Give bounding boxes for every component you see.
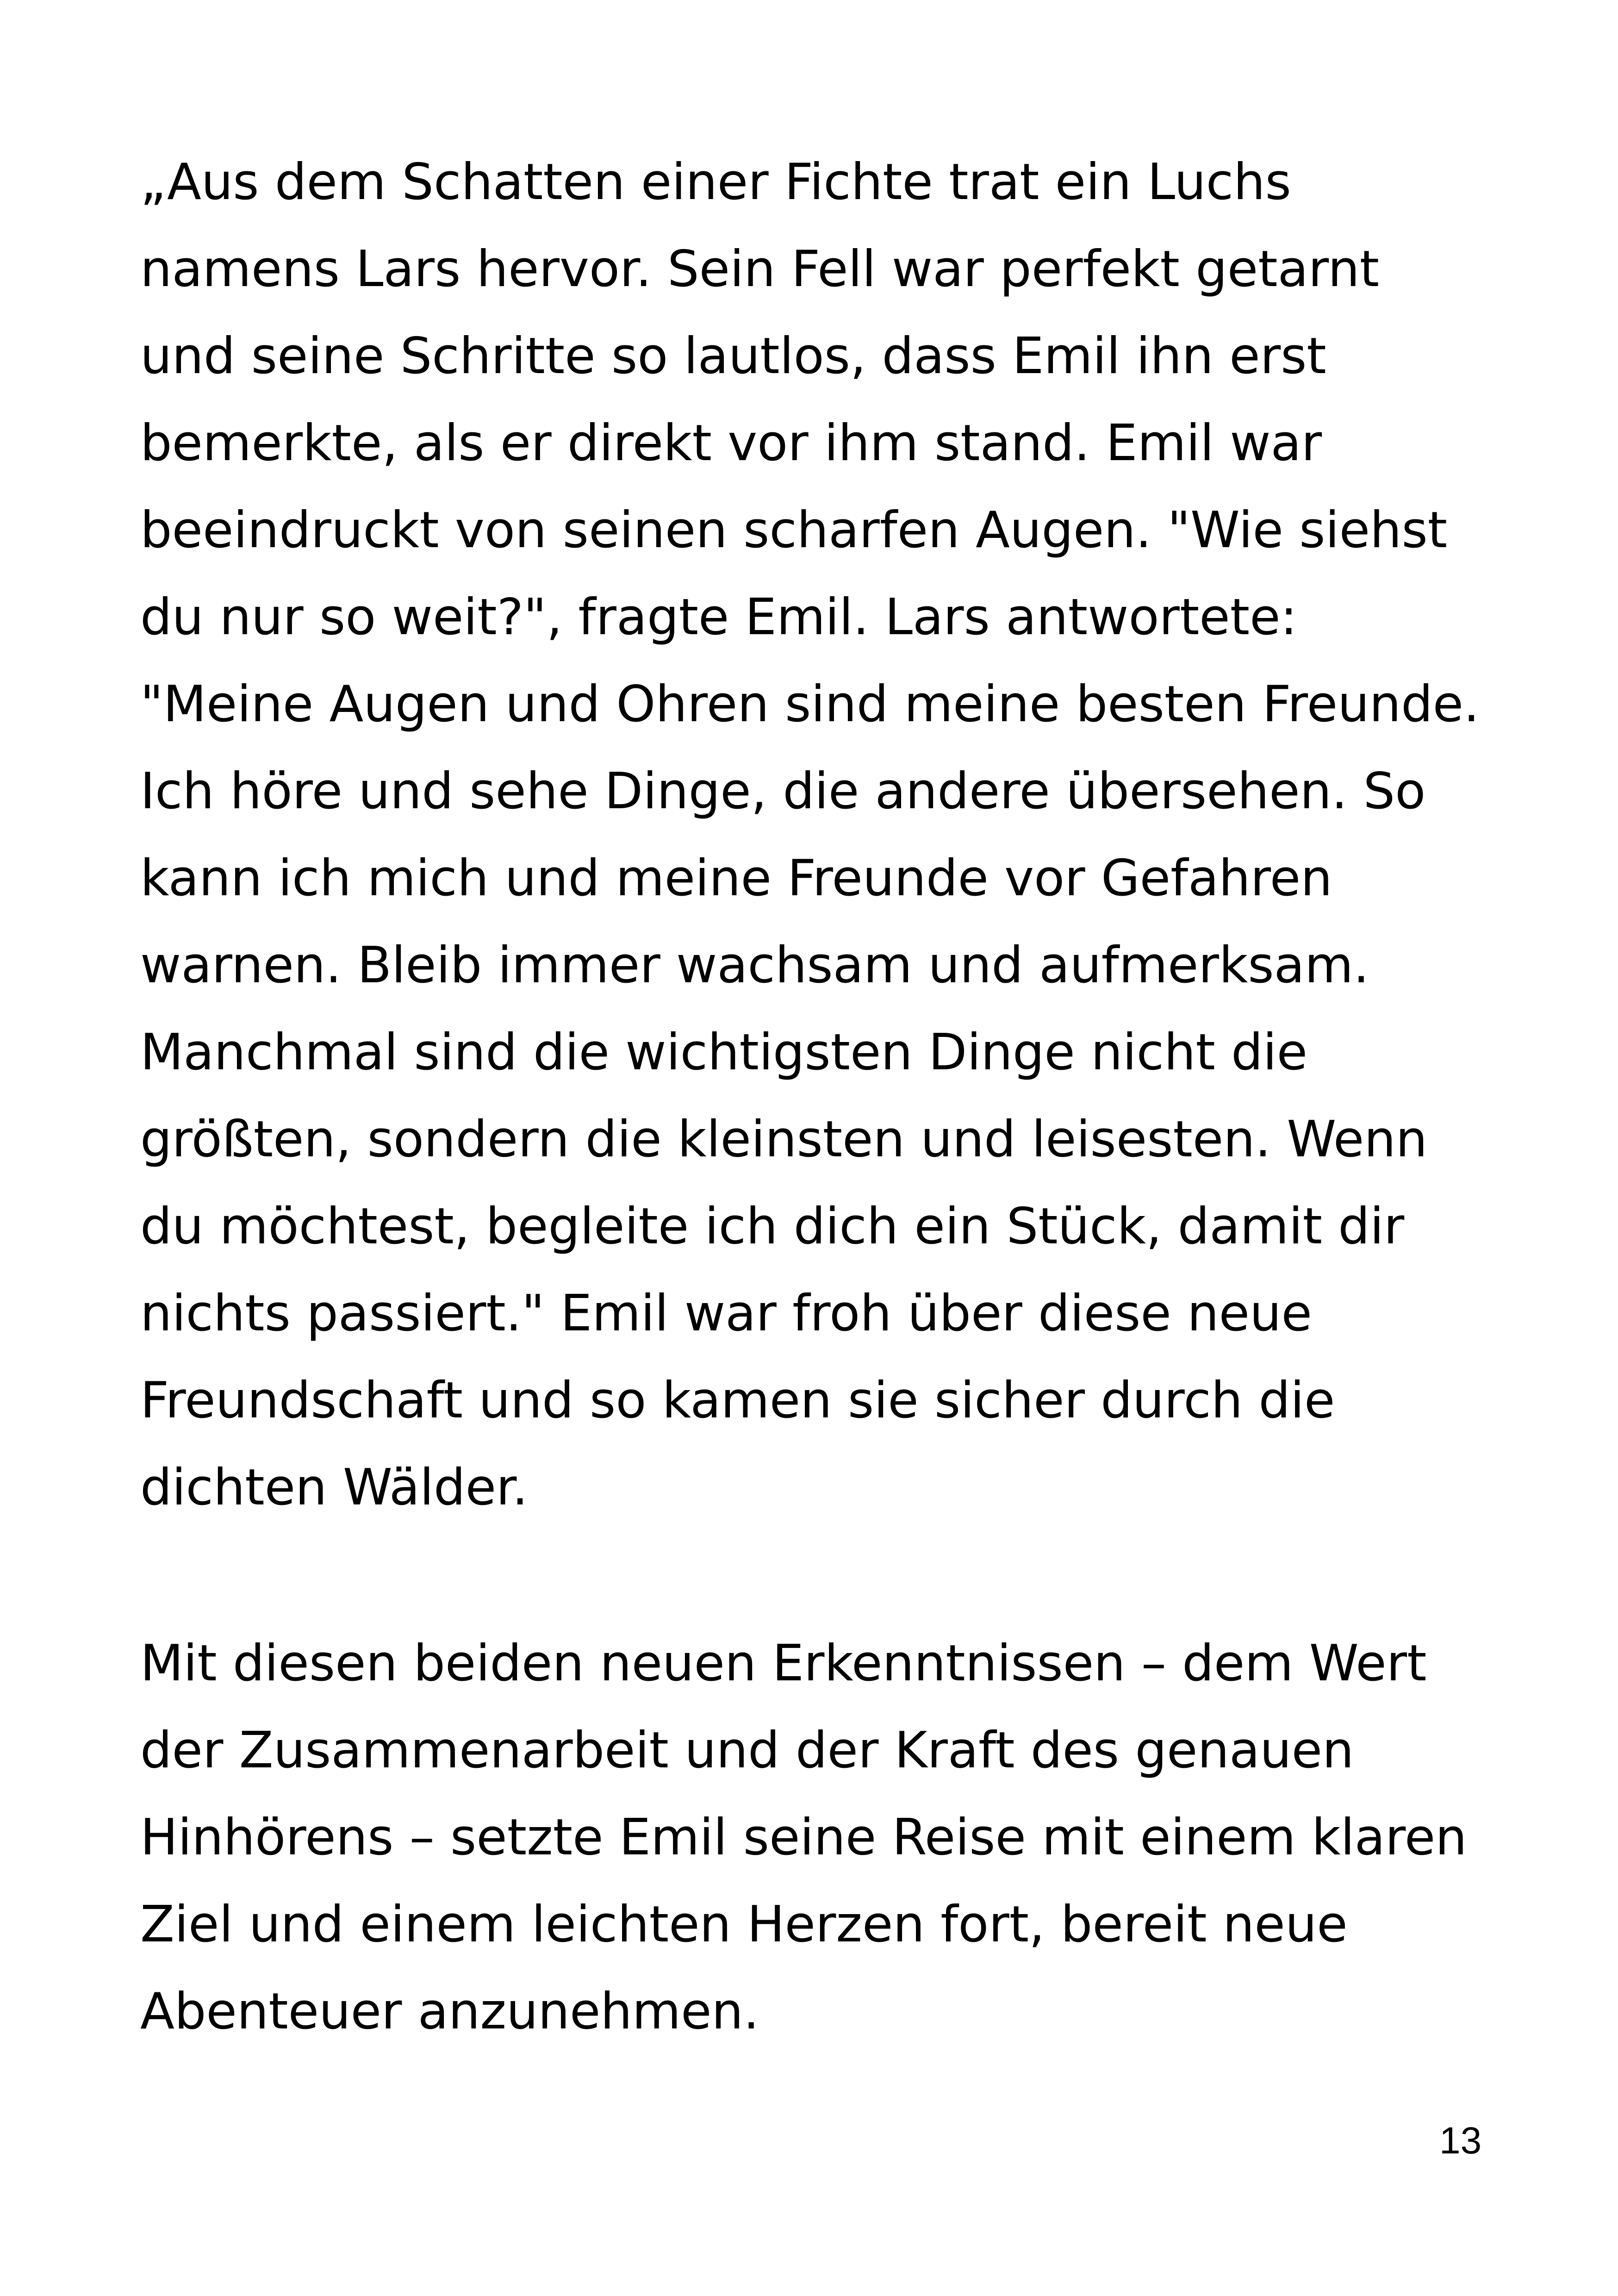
text-line: Manchmal sind die wichtigsten Dinge nicht die: [140, 1023, 1308, 1081]
text-line: der Zusammenarbeit und der Kraft des genauen: [140, 1722, 1354, 1779]
text-line: du möchtest, begleite ich dich ein Stück, damit dir: [140, 1198, 1405, 1255]
text-line: du nur so weit?", fragte Emil. Lars antwortete:: [140, 588, 1297, 646]
text-line: „Aus dem Schatten einer Fichte trat ein Luchs: [140, 153, 1291, 211]
text-line: warnen. Bleib immer wachsam und aufmerksam.: [140, 936, 1369, 994]
text-line: Abenteuer anzunehmen.: [140, 1983, 759, 2040]
text-line: beeindruckt von seinen scharfen Augen. "Wie siehst: [140, 501, 1448, 559]
text-line: bemerkte, als er direkt vor ihm stand. Emil war: [140, 414, 1322, 472]
text-line: Hinhörens – setzte Emil seine Reise mit einem klaren: [140, 1809, 1467, 1866]
text-line: Ziel und einem leichten Herzen fort, bereit neue: [140, 1896, 1348, 1953]
paragraph-lynx-story: [140, 139, 1529, 1531]
paragraph-conclusion: [140, 1620, 1529, 2055]
page-number: 13: [1439, 2120, 1482, 2162]
text-line: dichten Wälder.: [140, 1459, 528, 1516]
text-line: kann ich mich und meine Freunde vor Gefahren: [140, 849, 1332, 907]
text-line: Mit diesen beiden neuen Erkenntnissen – dem Wert: [140, 1635, 1427, 1692]
text-line: und seine Schritte so lautlos, dass Emil ihn erst: [140, 327, 1326, 385]
text-line: namens Lars hervor. Sein Fell war perfekt getarnt: [140, 240, 1380, 298]
text-line: "Meine Augen und Ohren sind meine besten Freunde.: [140, 675, 1480, 733]
text-line: nichts passiert." Emil war froh über diese neue: [140, 1285, 1312, 1342]
text-line: größten, sondern die kleinsten und leisesten. Wenn: [140, 1111, 1428, 1168]
text-line: Freundschaft und so kamen sie sicher durch die: [140, 1372, 1335, 1429]
text-line: Ich höre und sehe Dinge, die andere übersehen. So: [140, 762, 1426, 820]
